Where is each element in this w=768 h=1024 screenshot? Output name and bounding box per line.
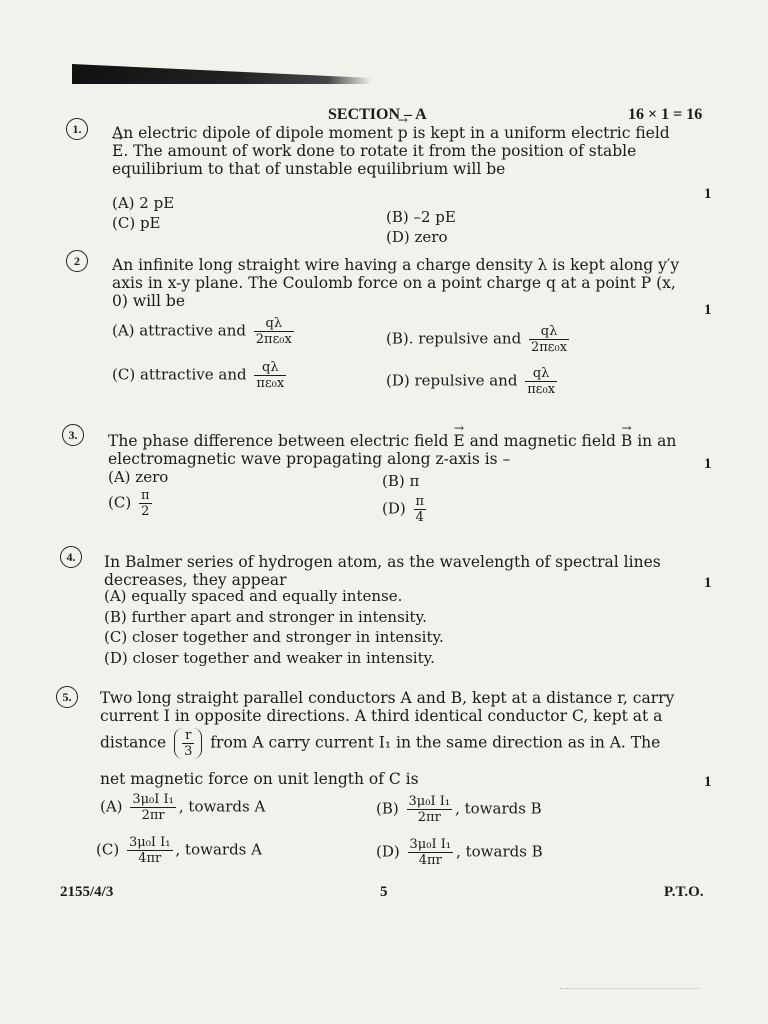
please-turn-over: P.T.O. — [664, 884, 704, 900]
section-title: SECTION – A — [328, 106, 427, 123]
question-number: 1. — [66, 118, 88, 140]
question-3-option-c: (C) $\frac{\pi}{2}$ — [108, 488, 150, 519]
question-4-option-b: (B) further apart and stronger in intensity. — [104, 608, 427, 626]
question-3-option-d: (D) $\frac{\pi}{4}$ — [382, 494, 425, 525]
fraction: $\frac{\pi}{2}$ — [140, 488, 150, 519]
fraction: $\frac{\text{3μ₀I I₁}}{2\pi r}$ — [408, 794, 451, 825]
question-1-text: An electric dipole of dipole moment → p is kept in a uniform electric field → E. The amount of work done to rotate it from the position of stable equilibrium to that of unstable equilibrium will be — [112, 124, 682, 178]
question-5-option-d: (D) $\frac{\text{3μ₀I I₁}}{4\pi r}$ , towards B — [376, 837, 543, 868]
fraction: $\frac{\text{3μ₀I I₁}}{4\pi r}$ — [409, 837, 452, 868]
fraction: $\frac{\text{3μ₀I I₁}}{4\pi r}$ — [128, 835, 171, 866]
fraction: $\frac{q\lambda}{\text{πε₀x}}$ — [527, 366, 556, 397]
bottom-dotted-line — [560, 988, 700, 990]
fraction: $\frac{\text{3μ₀I I₁}}{2\pi r}$ — [132, 792, 174, 823]
question-4-option-c: (C) closer together and stronger in intensity. — [104, 628, 444, 646]
question-2-option-b: (B). repulsive and $\frac{q\lambda}{\text{2πε₀x}}$ — [386, 324, 568, 355]
question-5-text-line1: Two long straight parallel conductors A and B, kept at a distance r, carry current I in opposite directions. A third identical conductor C, kept at a — [100, 689, 675, 725]
question-4-marks: 1 — [704, 575, 712, 591]
question-5-option-c: (C) $\frac{\text{3μ₀I I₁}}{4\pi r}$ , towards A — [96, 835, 262, 866]
fraction: $\frac{\pi}{4}$ — [415, 494, 425, 525]
fraction: $\frac{q\lambda}{\text{2πε₀x}}$ — [530, 324, 568, 355]
question-4-option-a: (A) equally spaced and equally intense. — [104, 587, 403, 605]
question-5-marks: 1 — [704, 774, 712, 790]
vector-e: → E — [453, 432, 464, 450]
question-5-option-a: (A) $\frac{\text{3μ₀I I₁}}{2\pi r}$ , towards A — [100, 792, 266, 823]
question-2-option-d: (D) repulsive and $\frac{q\lambda}{\text{πε₀x}}$ — [386, 366, 556, 397]
question-1-option-d: (D) zero — [386, 228, 448, 246]
section-marks: 16 × 1 = 16 — [628, 106, 703, 123]
question-4-text: In Balmer series of hydrogen atom, as the wavelength of spectral lines decreases, they appear — [104, 553, 661, 589]
question-3-marks: 1 — [704, 456, 712, 472]
question-number: 3. — [62, 424, 84, 446]
question-1-marks: 1 — [704, 186, 712, 202]
header-black-bar — [72, 64, 372, 84]
vector-p: → p — [398, 124, 408, 142]
question-2-marks: 1 — [704, 302, 712, 318]
question-4-option-d: (D) closer together and weaker in intensity. — [104, 649, 435, 667]
question-5-option-b: (B) $\frac{\text{3μ₀I I₁}}{2\pi r}$ , towards B — [376, 794, 542, 825]
vector-e: → E — [112, 142, 123, 160]
top-scribble — [300, 30, 700, 42]
question-number: 4. — [60, 546, 82, 568]
question-number: 5. — [56, 686, 78, 708]
paper-code: 2155/4/3 — [60, 884, 114, 900]
question-5-text-line3: net magnetic force on unit length of C is — [100, 770, 419, 788]
fraction: $\frac{q\lambda}{\text{πε₀x}}$ — [256, 360, 285, 391]
question-2-option-a: (A) attractive and $\frac{q\lambda}{\text{2πε₀x}}$ — [112, 316, 292, 347]
fraction: $\frac{q\lambda}{\text{2πε₀x}}$ — [255, 316, 292, 347]
question-5-text-line2: distance $\frac{r}{3}$ from A carry current I₁ in the same direction as in A. The — [100, 728, 661, 759]
question-1-option-a: (A) 2 pE — [112, 194, 175, 212]
question-2-option-c: (C) attractive and $\frac{q\lambda}{\text{πε₀x}}$ — [112, 360, 285, 391]
question-1-option-c: (C) pE — [112, 214, 161, 232]
question-number: 2 — [66, 250, 88, 272]
vector-b: → B — [621, 432, 632, 450]
question-2-text: An infinite long straight wire having a charge density λ is kept along y′y axis in x-y plane. The Coulomb force on a point charge q at a point P (x, 0) will be — [112, 256, 680, 310]
question-3-option-b: (B) π — [382, 472, 420, 490]
page-number: 5 — [380, 884, 388, 900]
question-3-text: The phase difference between electric field → E and magnetic field → B in an electromagnetic wave propagating along z-axis is – — [108, 432, 683, 468]
distance-fraction: $\frac{r}{3}$ — [174, 728, 202, 759]
question-3-option-a: (A) zero — [108, 468, 169, 486]
question-1-option-b: (B) –2 pE — [386, 208, 456, 226]
